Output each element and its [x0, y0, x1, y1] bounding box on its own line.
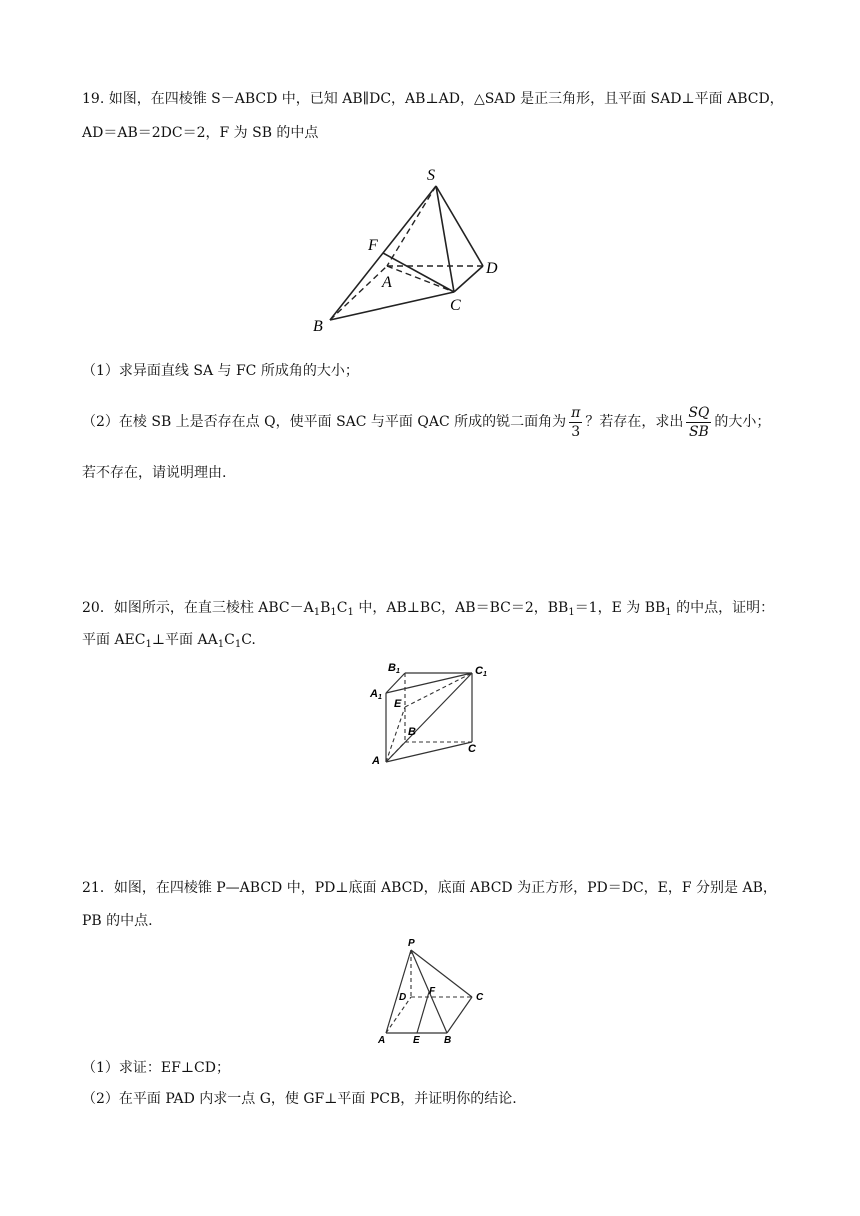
- q21-part-2: （2）在平面 PAD 内求一点 G，使 GF⊥平面 PCB，并证明你的结论.: [82, 1091, 517, 1107]
- q20-label-a: A: [372, 755, 380, 767]
- q19-part-2-text-c: 的大小；: [714, 414, 771, 430]
- q19-part-1: （1）求异面直线 SA 与 FC 所成角的大小；: [82, 363, 359, 379]
- q20-label-b: B: [408, 726, 416, 738]
- q20-label-a1: A1: [370, 688, 382, 701]
- q19-part-2-cont: 若不存在，请说明理由.: [82, 465, 227, 481]
- q21-label-e: E: [413, 1035, 420, 1046]
- q21-line-1: 21．如图，在四棱锥 P—ABCD 中，PD⊥底面 ABCD，底面 ABCD 为正方形，PD＝DC，E，F 分别是 AB，: [82, 880, 777, 896]
- q20-label-c: C: [468, 743, 476, 755]
- q19-label-b: B: [313, 318, 323, 335]
- q21-label-f: F: [429, 986, 436, 997]
- sq-over-sb-fraction: $\frac{SQ}{SB}$: [688, 404, 710, 440]
- pi-over-3-fraction: $\frac{\pi}{3}$: [571, 404, 581, 440]
- q21-label-b: B: [444, 1035, 452, 1046]
- q19-label-a: A: [382, 274, 392, 291]
- q19-line-2: AD＝AB＝2DC＝2，F 为 SB 的中点: [82, 125, 319, 141]
- q19-line-1: 19. 如图，在四棱锥 S－ABCD 中，已知 AB∥DC，AB⊥AD，△SAD 是正三角形，且平面 SAD⊥平面 ABCD，: [82, 91, 784, 107]
- q21-label-d: D: [399, 992, 407, 1003]
- q19-label-c: C: [450, 297, 461, 314]
- q20-line-1: 20．如图所示，在直三棱柱 $ABC-A_1B_1C_1$ 中，AB⊥BC，AB＝BC＝2，$BB_1=1$，E 为 $BB_1$ 的中点，证明：: [82, 600, 775, 618]
- q19-part-2-text-a: （2）在棱 SB 上是否存在点 Q，使平面 SAC 与平面 QAC 所成的锐二面角为: [82, 414, 567, 430]
- q20-label-c1: C1: [475, 665, 487, 678]
- q21-label-p: P: [408, 938, 415, 949]
- q21-part-1: （1）求证：EF⊥CD；: [82, 1060, 230, 1076]
- q21-label-c: C: [476, 992, 484, 1003]
- q19-label-f: F: [368, 237, 378, 254]
- q20-line-2: 平面 $AEC_1\perp$平面 $AA_1C_1C$.: [82, 632, 256, 650]
- q20-label-b1: B1: [388, 662, 400, 675]
- q20-label-e: E: [394, 698, 402, 710]
- q21-label-a: A: [378, 1035, 386, 1046]
- q19-part-2-text-b: ？若存在，求出: [585, 414, 684, 430]
- q21-line-2: PB 的中点.: [82, 913, 153, 929]
- q19-label-s: S: [427, 167, 435, 184]
- q19-label-d: D: [486, 260, 498, 277]
